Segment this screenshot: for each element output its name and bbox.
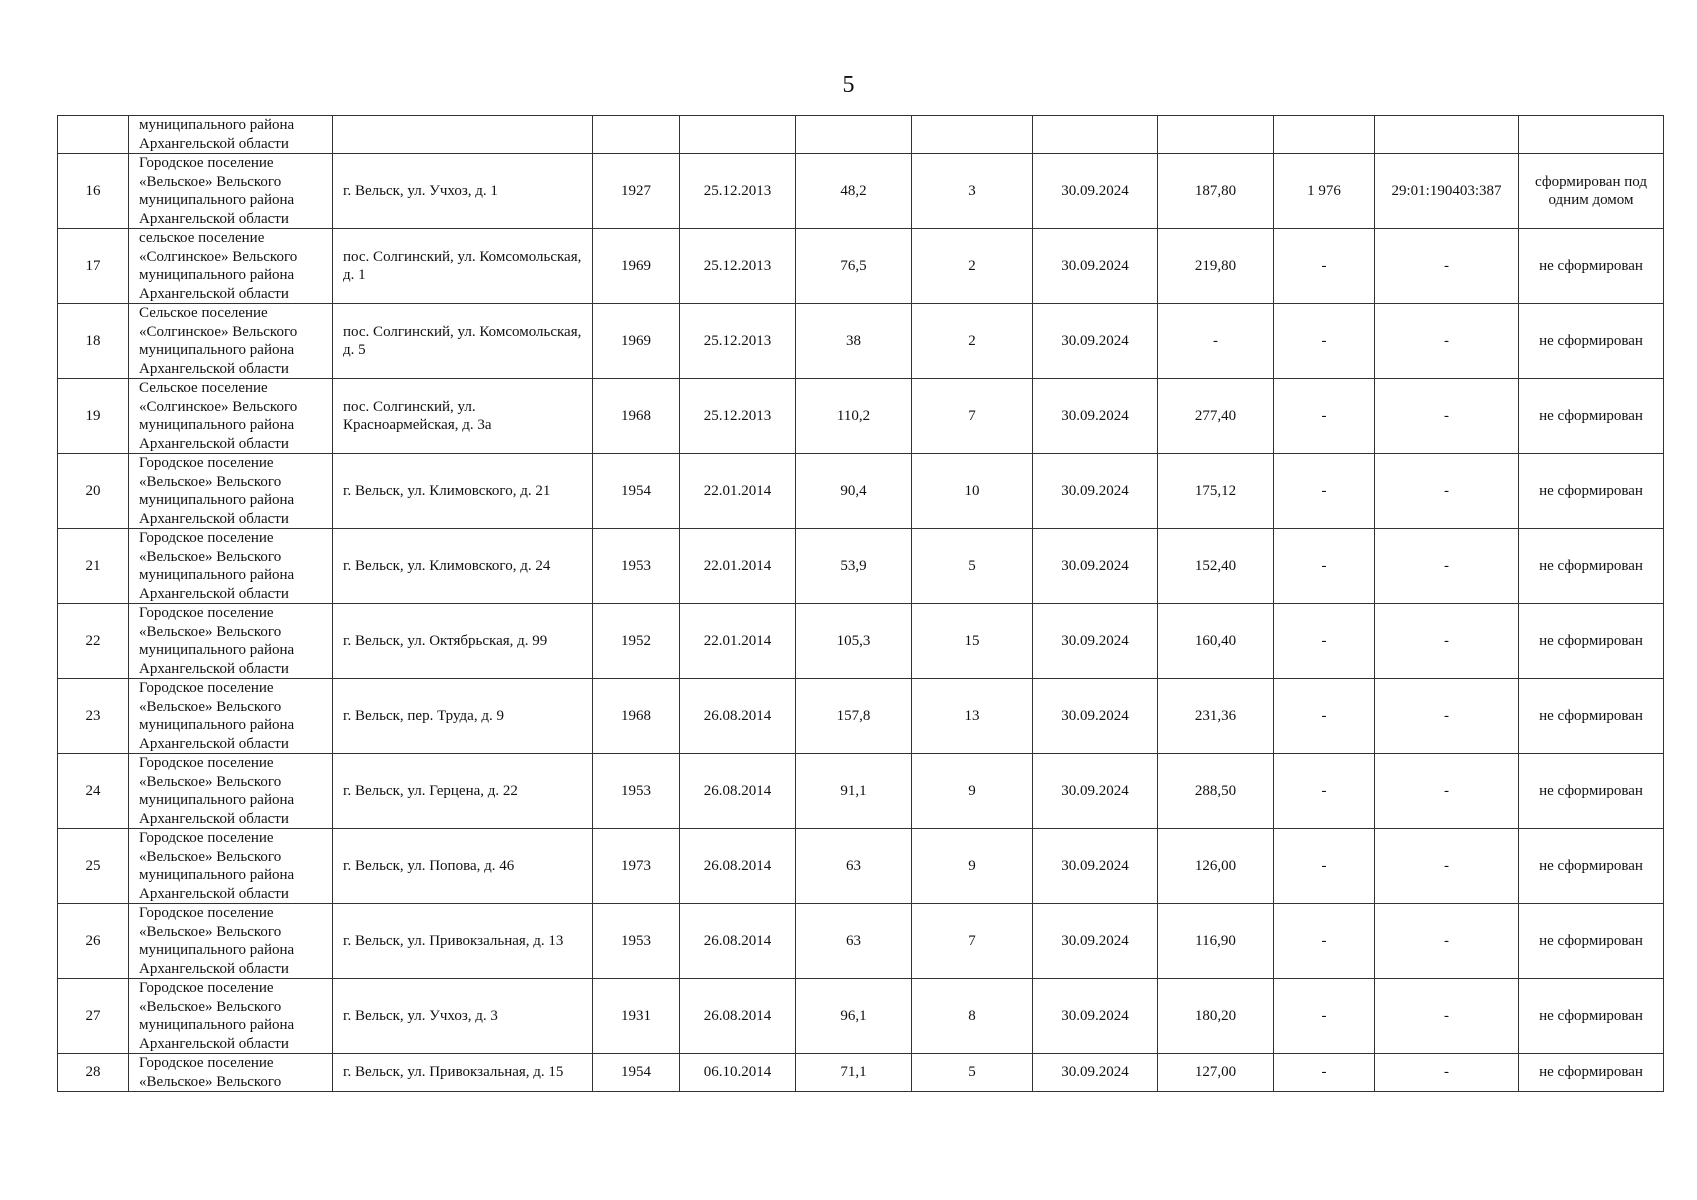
- cell-year: 1968: [593, 379, 680, 454]
- cell-land-area: 175,12: [1158, 454, 1274, 529]
- municipality-line: муниципального района: [139, 1017, 295, 1033]
- municipality-line: «Вельское» Вельского: [139, 548, 282, 565]
- cell-residents: 3: [912, 154, 1033, 229]
- municipality-line: Городское поселение: [139, 155, 274, 171]
- cell-address: [333, 116, 593, 154]
- cell-date: 26.08.2014: [680, 754, 796, 829]
- cell-municipality: [129, 604, 333, 679]
- cell-number: [58, 116, 129, 154]
- cell-cost: -: [1274, 679, 1375, 754]
- cell-cost: [1274, 116, 1375, 154]
- housing-registry-table: [57, 115, 1664, 1092]
- cell-land-area: 126,00: [1158, 829, 1274, 904]
- municipality-line: Архангельской области: [139, 1035, 289, 1052]
- cell-deadline: 30.09.2024: [1033, 904, 1158, 979]
- cell-year: 1953: [593, 904, 680, 979]
- cell-deadline: 30.09.2024: [1033, 1054, 1158, 1092]
- cell-cadastral-number: -: [1375, 304, 1519, 379]
- cell-land-area: 180,20: [1158, 979, 1274, 1054]
- cell-number: 25: [58, 829, 129, 904]
- cell-area: 91,1: [796, 754, 912, 829]
- cell-area: 157,8: [796, 679, 912, 754]
- cell-cost: 1 976: [1274, 154, 1375, 229]
- cell-cost: -: [1274, 754, 1375, 829]
- cell-cost: -: [1274, 904, 1375, 979]
- cell-area: 96,1: [796, 979, 912, 1054]
- cell-residents: [912, 116, 1033, 154]
- cell-cadastral-number: -: [1375, 904, 1519, 979]
- municipality-line: Архангельской области: [139, 585, 289, 602]
- table-row: [58, 454, 1664, 529]
- cell-cost: -: [1274, 979, 1375, 1054]
- cell-deadline: 30.09.2024: [1033, 754, 1158, 829]
- cell-year: 1969: [593, 229, 680, 304]
- cell-address: г. Вельск, ул. Учхоз, д. 1: [333, 154, 593, 229]
- table-row: [58, 754, 1664, 829]
- cell-address: г. Вельск, ул. Привокзальная, д. 15: [333, 1054, 593, 1092]
- table-row: [58, 1054, 1664, 1092]
- cell-year: 1953: [593, 529, 680, 604]
- cell-status: не сформирован: [1519, 529, 1664, 604]
- cell-residents: 7: [912, 904, 1033, 979]
- cell-residents: 9: [912, 829, 1033, 904]
- municipality-line: «Вельское» Вельского: [139, 923, 282, 940]
- cell-land-area: 231,36: [1158, 679, 1274, 754]
- cell-year: 1973: [593, 829, 680, 904]
- cell-area: 110,2: [796, 379, 912, 454]
- cell-number: 22: [58, 604, 129, 679]
- cell-year: 1954: [593, 1054, 680, 1092]
- municipality-line: Городское поселение: [139, 755, 274, 771]
- cell-deadline: 30.09.2024: [1033, 454, 1158, 529]
- municipality-line: Архангельской области: [139, 210, 289, 227]
- cell-area: 38: [796, 304, 912, 379]
- cell-address: пос. Солгинский, ул. Красноармейская, д. 3а: [333, 379, 593, 454]
- cell-municipality: [129, 529, 333, 604]
- cell-cadastral-number: -: [1375, 1054, 1519, 1092]
- table-row: [58, 529, 1664, 604]
- cell-cost: -: [1274, 229, 1375, 304]
- cell-cost: -: [1274, 604, 1375, 679]
- cell-cadastral-number: -: [1375, 829, 1519, 904]
- municipality-line: муниципального района: [139, 492, 295, 508]
- cell-number: 26: [58, 904, 129, 979]
- cell-municipality: [129, 379, 333, 454]
- municipality-line: Городское поселение: [139, 830, 274, 846]
- cell-cost: -: [1274, 304, 1375, 379]
- cell-municipality: [129, 154, 333, 229]
- cell-address: г. Вельск, ул. Попова, д. 46: [333, 829, 593, 904]
- municipality-line: сельское поселение: [139, 230, 265, 246]
- municipality-line: Городское поселение: [139, 605, 274, 621]
- cell-deadline: [1033, 116, 1158, 154]
- table-row: [58, 679, 1664, 754]
- cell-address: г. Вельск, ул. Учхоз, д. 3: [333, 979, 593, 1054]
- municipality-line: муниципального района: [139, 717, 295, 733]
- municipality-line: Архангельской области: [139, 285, 289, 302]
- cell-number: 17: [58, 229, 129, 304]
- cell-date: 25.12.2013: [680, 379, 796, 454]
- cell-cost: -: [1274, 529, 1375, 604]
- municipality-line: Сельское поселение: [139, 305, 268, 321]
- municipality-line: Архангельской области: [139, 735, 289, 752]
- cell-cadastral-number: -: [1375, 229, 1519, 304]
- cell-cost: -: [1274, 829, 1375, 904]
- cell-date: 22.01.2014: [680, 529, 796, 604]
- cell-date: 25.12.2013: [680, 229, 796, 304]
- municipality-line: «Вельское» Вельского: [139, 1073, 282, 1090]
- cell-year: 1931: [593, 979, 680, 1054]
- cell-number: 24: [58, 754, 129, 829]
- table-row: [58, 229, 1664, 304]
- cell-municipality: [129, 304, 333, 379]
- cell-residents: 10: [912, 454, 1033, 529]
- municipality-line: муниципального района: [139, 342, 295, 358]
- cell-area: 71,1: [796, 1054, 912, 1092]
- municipality-line: муниципального района: [139, 942, 295, 958]
- cell-status: не сформирован: [1519, 904, 1664, 979]
- cell-number: 16: [58, 154, 129, 229]
- municipality-line: Городское поселение: [139, 905, 274, 921]
- municipality-line: «Вельское» Вельского: [139, 848, 282, 865]
- municipality-line: «Вельское» Вельского: [139, 473, 282, 490]
- cell-land-area: -: [1158, 304, 1274, 379]
- table-row: [58, 979, 1664, 1054]
- cell-residents: 9: [912, 754, 1033, 829]
- cell-residents: 13: [912, 679, 1033, 754]
- municipality-line: муниципального района: [139, 567, 295, 583]
- cell-municipality: [129, 679, 333, 754]
- cell-area: 76,5: [796, 229, 912, 304]
- cell-area: 63: [796, 904, 912, 979]
- municipality-line: Архангельской области: [139, 810, 289, 827]
- municipality-line: «Солгинское» Вельского: [139, 323, 298, 340]
- cell-status: не сформирован: [1519, 604, 1664, 679]
- cell-deadline: 30.09.2024: [1033, 829, 1158, 904]
- municipality-line: муниципального района: [139, 267, 295, 283]
- cell-address: г. Вельск, пер. Труда, д. 9: [333, 679, 593, 754]
- cell-date: [680, 116, 796, 154]
- cell-date: 26.08.2014: [680, 904, 796, 979]
- municipality-line: «Вельское» Вельского: [139, 698, 282, 715]
- municipality-line: муниципального района: [139, 867, 295, 883]
- cell-deadline: 30.09.2024: [1033, 304, 1158, 379]
- cell-address: г. Вельск, ул. Климовского, д. 21: [333, 454, 593, 529]
- municipality-line: Архангельской области: [139, 360, 289, 377]
- cell-deadline: 30.09.2024: [1033, 604, 1158, 679]
- municipality-line: муниципального района: [139, 117, 295, 133]
- municipality-line: Архангельской области: [139, 435, 289, 452]
- cell-year: [593, 116, 680, 154]
- cell-cadastral-number: -: [1375, 679, 1519, 754]
- cell-address: пос. Солгинский, ул. Комсомольская, д. 1: [333, 229, 593, 304]
- cell-area: 63: [796, 829, 912, 904]
- cell-area: [796, 116, 912, 154]
- cell-municipality: [129, 904, 333, 979]
- cell-status: [1519, 116, 1664, 154]
- cell-land-area: 277,40: [1158, 379, 1274, 454]
- municipality-line: Архангельской области: [139, 960, 289, 977]
- cell-residents: 2: [912, 304, 1033, 379]
- cell-status: не сформирован: [1519, 754, 1664, 829]
- cell-land-area: 160,40: [1158, 604, 1274, 679]
- cell-land-area: 187,80: [1158, 154, 1274, 229]
- cell-date: 22.01.2014: [680, 454, 796, 529]
- cell-address: г. Вельск, ул. Климовского, д. 24: [333, 529, 593, 604]
- cell-municipality: [129, 454, 333, 529]
- cell-address: г. Вельск, ул. Октябрьская, д. 99: [333, 604, 593, 679]
- cell-number: 20: [58, 454, 129, 529]
- cell-date: 06.10.2014: [680, 1054, 796, 1092]
- municipality-line: «Солгинское» Вельского: [139, 398, 298, 415]
- cell-cost: -: [1274, 454, 1375, 529]
- cell-deadline: 30.09.2024: [1033, 379, 1158, 454]
- cell-cadastral-number: -: [1375, 604, 1519, 679]
- cell-land-area: 127,00: [1158, 1054, 1274, 1092]
- municipality-line: Городское поселение: [139, 530, 274, 546]
- cell-cadastral-number: [1375, 116, 1519, 154]
- cell-cadastral-number: -: [1375, 754, 1519, 829]
- cell-cadastral-number: -: [1375, 529, 1519, 604]
- table-row: [58, 379, 1664, 454]
- page-number: 5: [842, 72, 855, 98]
- cell-cadastral-number: -: [1375, 979, 1519, 1054]
- cell-status: не сформирован: [1519, 979, 1664, 1054]
- cell-residents: 15: [912, 604, 1033, 679]
- cell-area: 90,4: [796, 454, 912, 529]
- cell-municipality: [129, 754, 333, 829]
- cell-deadline: 30.09.2024: [1033, 979, 1158, 1054]
- cell-deadline: 30.09.2024: [1033, 154, 1158, 229]
- cell-status: не сформирован: [1519, 829, 1664, 904]
- cell-status: сформирован под одним домом: [1519, 154, 1664, 229]
- cell-municipality: [129, 979, 333, 1054]
- cell-number: 27: [58, 979, 129, 1054]
- cell-land-area: 219,80: [1158, 229, 1274, 304]
- municipality-line: муниципального района: [139, 642, 295, 658]
- cell-address: г. Вельск, ул. Привокзальная, д. 13: [333, 904, 593, 979]
- table-row: [58, 904, 1664, 979]
- cell-number: 18: [58, 304, 129, 379]
- cell-residents: 5: [912, 529, 1033, 604]
- cell-municipality: [129, 116, 333, 154]
- cell-year: 1969: [593, 304, 680, 379]
- cell-date: 26.08.2014: [680, 679, 796, 754]
- cell-deadline: 30.09.2024: [1033, 529, 1158, 604]
- table-row: [58, 116, 1664, 154]
- cell-date: 26.08.2014: [680, 979, 796, 1054]
- cell-status: не сформирован: [1519, 379, 1664, 454]
- cell-residents: 5: [912, 1054, 1033, 1092]
- cell-year: 1953: [593, 754, 680, 829]
- cell-year: 1952: [593, 604, 680, 679]
- cell-status: не сформирован: [1519, 229, 1664, 304]
- cell-date: 22.01.2014: [680, 604, 796, 679]
- cell-date: 26.08.2014: [680, 829, 796, 904]
- municipality-line: «Вельское» Вельского: [139, 623, 282, 640]
- cell-year: 1927: [593, 154, 680, 229]
- cell-land-area: 152,40: [1158, 529, 1274, 604]
- municipality-line: Архангельской области: [139, 885, 289, 902]
- cell-residents: 7: [912, 379, 1033, 454]
- cell-land-area: [1158, 116, 1274, 154]
- municipality-line: «Вельское» Вельского: [139, 173, 282, 190]
- cell-cadastral-number: 29:01:190403:387: [1375, 154, 1519, 229]
- cell-date: 25.12.2013: [680, 304, 796, 379]
- cell-number: 21: [58, 529, 129, 604]
- cell-area: 105,3: [796, 604, 912, 679]
- cell-status: не сформирован: [1519, 454, 1664, 529]
- municipality-line: Городское поселение: [139, 1055, 274, 1071]
- cell-residents: 2: [912, 229, 1033, 304]
- cell-status: не сформирован: [1519, 304, 1664, 379]
- cell-number: 23: [58, 679, 129, 754]
- cell-cost: -: [1274, 379, 1375, 454]
- cell-deadline: 30.09.2024: [1033, 679, 1158, 754]
- municipality-line: Архангельской области: [139, 135, 289, 152]
- municipality-line: Городское поселение: [139, 455, 274, 471]
- cell-land-area: 288,50: [1158, 754, 1274, 829]
- municipality-line: Городское поселение: [139, 680, 274, 696]
- municipality-line: «Солгинское» Вельского: [139, 248, 298, 265]
- cell-cadastral-number: -: [1375, 379, 1519, 454]
- municipality-line: Городское поселение: [139, 980, 274, 996]
- cell-cadastral-number: -: [1375, 454, 1519, 529]
- municipality-line: «Вельское» Вельского: [139, 773, 282, 790]
- cell-number: 28: [58, 1054, 129, 1092]
- table-row: [58, 604, 1664, 679]
- cell-year: 1954: [593, 454, 680, 529]
- municipality-line: Архангельской области: [139, 660, 289, 677]
- municipality-line: Архангельской области: [139, 510, 289, 527]
- cell-municipality: [129, 1054, 333, 1092]
- cell-number: 19: [58, 379, 129, 454]
- table-body: [58, 116, 1664, 1092]
- cell-year: 1968: [593, 679, 680, 754]
- cell-status: не сформирован: [1519, 679, 1664, 754]
- table-row: [58, 154, 1664, 229]
- municipality-line: муниципального района: [139, 192, 295, 208]
- cell-date: 25.12.2013: [680, 154, 796, 229]
- table-row: [58, 304, 1664, 379]
- cell-residents: 8: [912, 979, 1033, 1054]
- municipality-line: муниципального района: [139, 417, 295, 433]
- cell-address: пос. Солгинский, ул. Комсомольская, д. 5: [333, 304, 593, 379]
- cell-status: не сформирован: [1519, 1054, 1664, 1092]
- cell-municipality: [129, 829, 333, 904]
- cell-area: 48,2: [796, 154, 912, 229]
- cell-cost: -: [1274, 1054, 1375, 1092]
- cell-address: г. Вельск, ул. Герцена, д. 22: [333, 754, 593, 829]
- cell-municipality: [129, 229, 333, 304]
- municipality-line: Сельское поселение: [139, 380, 268, 396]
- cell-area: 53,9: [796, 529, 912, 604]
- cell-land-area: 116,90: [1158, 904, 1274, 979]
- municipality-line: муниципального района: [139, 792, 295, 808]
- table-row: [58, 829, 1664, 904]
- municipality-line: «Вельское» Вельского: [139, 998, 282, 1015]
- cell-deadline: 30.09.2024: [1033, 229, 1158, 304]
